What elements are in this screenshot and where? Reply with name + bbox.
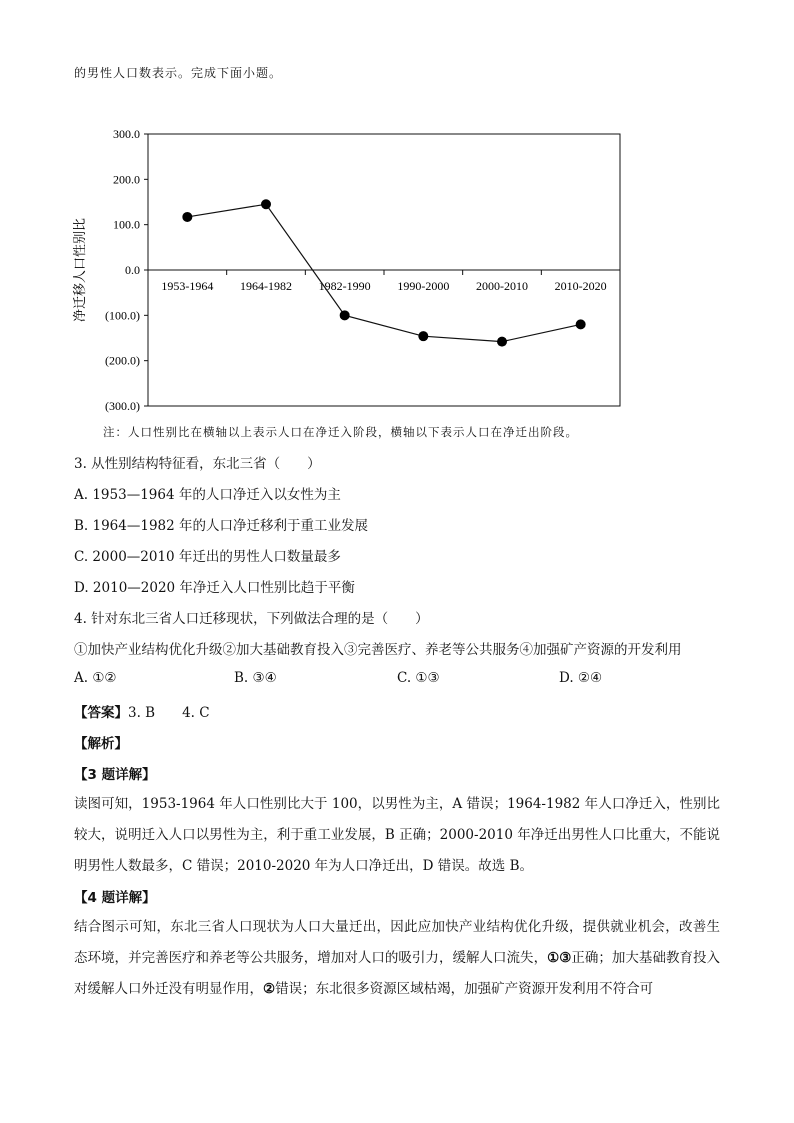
data-point: [261, 199, 271, 209]
y-tick-label: 100.0: [113, 217, 140, 232]
q3-option-c: C. 2000—2010 年迁出的男性人口数量最多: [74, 549, 341, 565]
y-tick-label: 300.0: [113, 127, 140, 141]
data-point: [182, 212, 192, 222]
x-tick-label: 2000-2010: [476, 279, 528, 293]
q3-option-d: D. 2010—2020 年净迁入人口性别比趋于平衡: [74, 580, 355, 596]
q3-option-a: A. 1953—1964 年的人口净迁入以女性为主: [74, 487, 341, 503]
detail4-text-before: 结合图示可知，东北三省人口现状为人口大量迁出，因此应加快产业结构优化升级，提供就业机会，改善生态环境，并完善医疗和养老等公共服务，增加对人口的吸引力，缓解人口流失，: [74, 919, 720, 966]
detail4-text-mid: 正确；加大基础教育投入对缓解人口外迁没有明显作用，: [74, 950, 721, 997]
y-axis: [105, 127, 148, 413]
q4-option-c: C. ①③: [397, 670, 440, 686]
y-tick-label: 0.0: [125, 263, 140, 277]
x-tick-label: 1953-1964: [161, 279, 214, 293]
y-tick-label: (100.0): [105, 308, 140, 323]
sex-ratio-line-chart: [60, 118, 640, 418]
data-point: [418, 331, 428, 341]
detail4-text-after: 错误；东北很多资源区域枯竭，加强矿产资源开发利用不符合可: [275, 981, 654, 997]
detail4-text: [74, 912, 720, 1005]
q4-option-b: B. ③④: [234, 670, 277, 686]
q4-stem: 4. 针对东北三省人口迁移现状，下列做法合理的是（ ）: [74, 611, 429, 627]
q4-option-a: A. ①②: [74, 670, 117, 686]
chart-note: 注：人口性别比在横轴以上表示人口在净迁入阶段，横轴以下表示人口在净迁出阶段。: [103, 425, 578, 439]
answer-line: [74, 701, 210, 721]
analysis-label: 【解析】: [74, 736, 128, 752]
x-tick-label: 1982-1990: [318, 279, 371, 293]
detail4-bold-wrong: ②: [263, 981, 276, 997]
y-tick-label: 200.0: [113, 172, 140, 187]
y-axis-title: 净迁移人口性别比: [73, 217, 88, 323]
q4-items: ①加快产业结构优化升级②加大基础教育投入③完善医疗、养老等公共服务④加强矿产资源的开发利用: [74, 642, 682, 658]
q3-option-b: B. 1964—1982 年的人口净迁移利于重工业发展: [74, 518, 369, 534]
x-tick-label: 2010-2020: [554, 279, 607, 293]
detail3-heading: 【3 题详解】: [74, 767, 156, 783]
data-point: [497, 337, 507, 347]
data-point: [576, 319, 586, 329]
y-tick-label: (200.0): [105, 353, 140, 368]
q3-stem: 3. 从性别结构特征看，东北三省（ ）: [74, 456, 321, 472]
intro-text: 的男性人口数表示。完成下面小题。: [74, 66, 283, 80]
x-axis: [148, 270, 620, 293]
answer-text: 3. B 4. C: [128, 705, 210, 721]
q4-option-d: D. ②④: [559, 670, 603, 686]
detail4-bold-correct: ①③: [547, 950, 572, 966]
detail3-text: 读图可知，1953-1964 年人口性别比大于 100，以男性为主，A 错误；1964-1982 年人口净迁入，性别比较大，说明迁入人口以男性为主，利于重工业发展，B 正确；2000-2010 年净迁出男性人口比重大，不能说明男性人数最多，C 错误；2010-2020 年为人口净迁出，D 错误。故选 B。: [74, 796, 720, 874]
x-tick-label: 1964-1982: [240, 279, 292, 293]
x-tick-label: 1990-2000: [397, 279, 450, 293]
detail4-heading: 【4 题详解】: [74, 890, 156, 906]
data-point: [340, 310, 350, 320]
answer-label: 【答案】: [74, 705, 128, 721]
y-tick-label: (300.0): [105, 399, 140, 413]
